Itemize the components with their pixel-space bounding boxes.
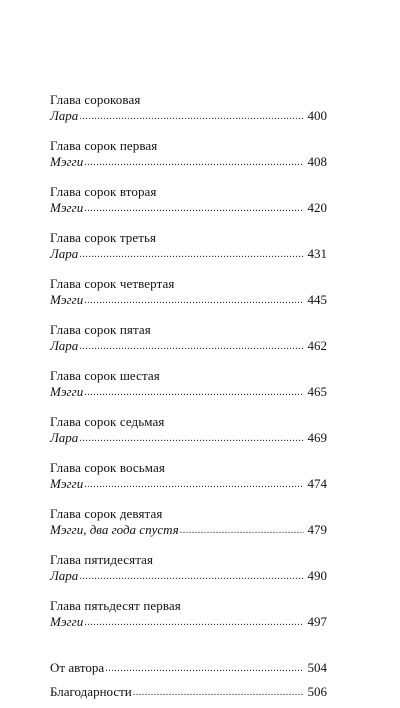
toc-chapter-42 [50, 184, 327, 218]
chapter-entry[interactable] [50, 384, 327, 402]
backmatter-entry-author-note[interactable] [50, 660, 327, 678]
page-number: 479 [307, 522, 327, 537]
narrator-name: Лара [50, 108, 79, 123]
toc-chapter-46 [50, 368, 327, 402]
dot-leader [84, 293, 304, 309]
toc-chapter-40 [50, 92, 327, 126]
page-number: 469 [307, 430, 327, 445]
chapter-entry[interactable] [50, 200, 327, 218]
narrator-name: Мэгги [50, 200, 84, 215]
page-number: 462 [307, 338, 327, 353]
page-number: 506 [307, 684, 327, 699]
backmatter-title: Благодарности [50, 684, 132, 699]
chapter-entry[interactable] [50, 338, 327, 356]
narrator-name: Мэгги, два года спустя [50, 522, 179, 537]
chapter-entry[interactable] [50, 568, 327, 586]
page-number: 474 [307, 476, 327, 491]
dot-leader [79, 431, 304, 447]
toc-chapter-45 [50, 322, 327, 356]
chapter-entry[interactable] [50, 522, 327, 540]
table-of-contents [50, 92, 327, 708]
toc-chapter-43 [50, 230, 327, 264]
chapter-title: Глава сорок седьмая [50, 414, 165, 429]
dot-leader [84, 615, 304, 631]
toc-backmatter [50, 660, 327, 702]
narrator-name: Мэгги [50, 384, 84, 399]
chapter-title: Глава сорок первая [50, 138, 158, 153]
narrator-name: Мэгги [50, 292, 84, 307]
dot-leader [133, 685, 304, 701]
backmatter-title: От автора [50, 660, 105, 675]
chapter-title: Глава сорок четвертая [50, 276, 175, 291]
page-number: 497 [307, 614, 327, 629]
chapter-title: Глава сороковая [50, 92, 141, 107]
dot-leader [84, 477, 304, 493]
dot-leader [79, 339, 304, 355]
chapter-entry[interactable] [50, 614, 327, 632]
toc-chapter-44 [50, 276, 327, 310]
page-number: 400 [307, 108, 327, 123]
dot-leader [79, 569, 304, 585]
chapter-entry[interactable] [50, 108, 327, 126]
narrator-name: Лара [50, 338, 79, 353]
toc-chapter-47 [50, 414, 327, 448]
narrator-name: Мэгги [50, 476, 84, 491]
narrator-name: Мэгги [50, 154, 84, 169]
page-number: 465 [307, 384, 327, 399]
dot-leader [180, 523, 304, 539]
page-number: 408 [307, 154, 327, 169]
chapter-entry[interactable] [50, 430, 327, 448]
chapter-title: Глава пятьдесят первая [50, 598, 181, 613]
chapter-title: Глава сорок пятая [50, 322, 151, 337]
chapter-title: Глава сорок вторая [50, 184, 157, 199]
dot-leader [105, 661, 304, 677]
dot-leader [79, 247, 304, 263]
dot-leader [79, 109, 304, 125]
chapter-title: Глава сорок восьмая [50, 460, 165, 475]
backmatter-entry-acknowledgements[interactable] [50, 684, 327, 702]
narrator-name: Лара [50, 246, 79, 261]
chapter-title: Глава сорок девятая [50, 506, 163, 521]
chapter-title: Глава сорок шестая [50, 368, 160, 383]
chapter-title: Глава сорок третья [50, 230, 157, 245]
toc-chapter-49 [50, 506, 327, 540]
page-number: 490 [307, 568, 327, 583]
page-number: 445 [307, 292, 327, 307]
toc-chapter-51 [50, 598, 327, 632]
chapter-entry[interactable] [50, 246, 327, 264]
dot-leader [84, 201, 304, 217]
page-number: 431 [307, 246, 327, 261]
chapter-title: Глава пятидесятая [50, 552, 154, 567]
toc-chapter-50 [50, 552, 327, 586]
chapter-entry[interactable] [50, 476, 327, 494]
page-number: 420 [307, 200, 327, 215]
narrator-name: Лара [50, 568, 79, 583]
toc-chapter-48 [50, 460, 327, 494]
toc-chapter-41 [50, 138, 327, 172]
chapter-entry[interactable] [50, 292, 327, 310]
page-number: 504 [307, 660, 327, 675]
dot-leader [84, 155, 304, 171]
chapter-entry[interactable] [50, 154, 327, 172]
dot-leader [84, 385, 304, 401]
narrator-name: Лара [50, 430, 79, 445]
narrator-name: Мэгги [50, 614, 84, 629]
